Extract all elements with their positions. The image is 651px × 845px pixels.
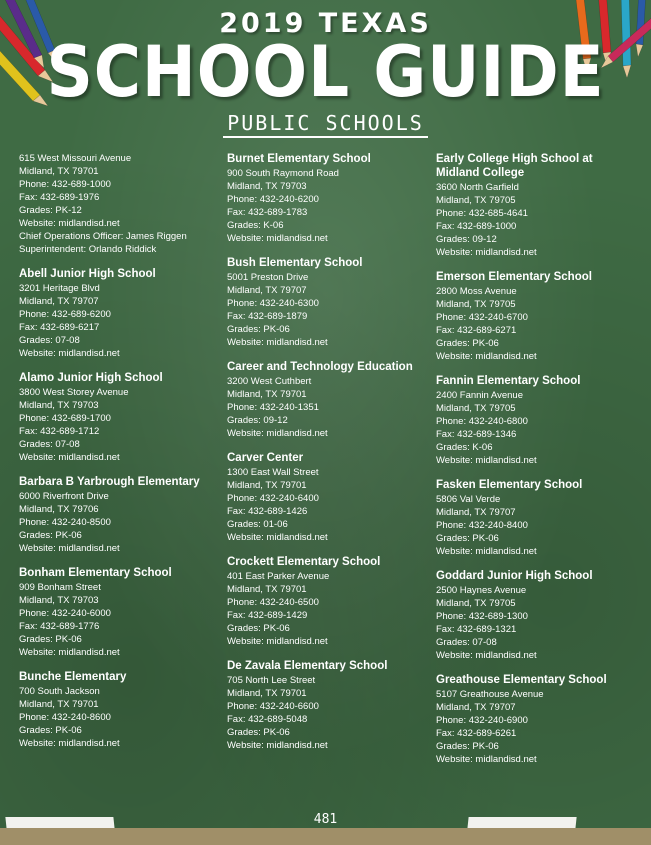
address-line: Midland, TX 79705 (436, 195, 516, 206)
school-entry (19, 152, 224, 256)
address-line: Midland, TX 79703 (19, 400, 99, 411)
grades-range: Grades: PK-06 (227, 623, 290, 634)
website-text: Website: midlandisd.net (436, 754, 537, 765)
school-entry (436, 374, 636, 467)
grades-range: Grades: PK-06 (19, 530, 82, 541)
address-line: 6000 Riverfront Drive (19, 491, 109, 502)
fax-number: Fax: 432-689-1783 (227, 207, 308, 218)
phone-number: Phone: 432-240-6200 (227, 194, 319, 205)
website-text: Website: midlandisd.net (19, 452, 120, 463)
website-text: Website: midlandisd.net (19, 647, 120, 658)
grades-range: Grades: PK-06 (436, 741, 499, 752)
address-line: 700 South Jackson (19, 686, 100, 697)
website-text: Website: midlandisd.net (436, 455, 537, 466)
address-line: 5107 Greathouse Avenue (436, 689, 544, 700)
school-entry (436, 673, 636, 766)
phone-number: Phone: 432-240-6900 (436, 715, 528, 726)
address-line: 3600 North Garfield (436, 182, 519, 193)
grades-range: Grades: PK-06 (227, 727, 290, 738)
school-entry (227, 659, 432, 752)
school-column-3 (436, 152, 636, 777)
phone-number: Phone: 432-240-8400 (436, 520, 528, 531)
website-text: Website: midlandisd.net (19, 218, 120, 229)
address-line: Midland, TX 79703 (227, 181, 307, 192)
school-name: Carver Center (227, 452, 304, 464)
address-line: Midland, TX 79703 (19, 595, 99, 606)
phone-number: Phone: 432-240-6600 (227, 701, 319, 712)
school-entry (227, 555, 432, 648)
address-line: Midland, TX 79707 (227, 285, 307, 296)
website-text: Website: midlandisd.net (19, 348, 120, 359)
phone-number: Phone: 432-689-1700 (19, 413, 111, 424)
phone-number: Phone: 432-240-8500 (19, 517, 111, 528)
address-line: 5001 Preston Drive (227, 272, 309, 283)
grades-range: Grades: PK-06 (19, 634, 82, 645)
school-name: Bonham Elementary School (19, 567, 172, 579)
school-entry (227, 256, 432, 349)
fax-number: Fax: 432-689-1346 (436, 429, 517, 440)
phone-number: Phone: 432-240-8600 (19, 712, 111, 723)
grades-range: Grades: PK-06 (436, 533, 499, 544)
address-line: 401 East Parker Avenue (227, 571, 330, 582)
grades-range: Grades: 07-08 (19, 439, 80, 450)
grades-range: Grades: PK-06 (19, 725, 82, 736)
grades-range: Grades: PK-12 (19, 205, 82, 216)
grades-range: Grades: PK-06 (436, 338, 499, 349)
grades-range: Grades: K-06 (436, 442, 493, 453)
phone-number: Phone: 432-685-4641 (436, 208, 528, 219)
address-line: 2800 Moss Avenue (436, 286, 517, 297)
page-header (0, 8, 651, 138)
page-number: 481 (313, 812, 338, 827)
grades-range: Grades: 07-08 (436, 637, 497, 648)
address-line: Midland, TX 79707 (436, 507, 516, 518)
school-name: Fasken Elementary School (436, 479, 583, 491)
address-line: 3201 Heritage Blvd (19, 283, 100, 294)
address-line: Midland, TX 79707 (19, 296, 99, 307)
school-entry (227, 152, 432, 245)
school-name: Crockett Elementary School (227, 556, 381, 568)
phone-number: Phone: 432-689-1300 (436, 611, 528, 622)
website-text: Website: midlandisd.net (227, 636, 328, 647)
school-name: Early College High School at Midland College (436, 153, 593, 179)
address-line: Midland, TX 79705 (436, 403, 516, 414)
school-entry (19, 475, 224, 555)
school-entry (436, 152, 636, 259)
fax-number: Fax: 432-689-6261 (436, 728, 517, 739)
fax-number: Fax: 432-689-1426 (227, 506, 308, 517)
address-line: Midland, TX 79705 (436, 598, 516, 609)
website-text: Website: midlandisd.net (227, 532, 328, 543)
website-text: Website: midlandisd.net (227, 740, 328, 751)
phone-number: Phone: 432-240-6500 (227, 597, 319, 608)
fax-number: Fax: 432-689-1321 (436, 624, 517, 635)
school-name: Emerson Elementary School (436, 271, 592, 283)
website-text: Website: midlandisd.net (436, 546, 537, 557)
grades-range: Grades: 09-12 (436, 234, 497, 245)
website-text: Website: midlandisd.net (227, 233, 328, 244)
website-text: Website: midlandisd.net (436, 351, 537, 362)
address-line: Midland, TX 79701 (227, 480, 307, 491)
fax-number: Fax: 432-689-1879 (227, 311, 308, 322)
header-year: 2019 TEXAS (219, 8, 432, 39)
address-line: Midland, TX 79701 (19, 699, 99, 710)
website-text: Website: midlandisd.net (19, 543, 120, 554)
website-text: Website: midlandisd.net (19, 738, 120, 749)
school-name: Career and Technology Education (227, 361, 413, 373)
address-line: 909 Bonham Street (19, 582, 101, 593)
website-text: Website: midlandisd.net (227, 337, 328, 348)
address-line: 615 West Missouri Avenue (19, 153, 132, 164)
address-line: 2400 Fannin Avenue (436, 390, 523, 401)
website-text: Website: midlandisd.net (227, 428, 328, 439)
address-line: Midland, TX 79701 (227, 584, 307, 595)
school-entry (436, 270, 636, 363)
school-name: De Zavala Elementary School (227, 660, 388, 672)
address-line: Midland, TX 79705 (436, 299, 516, 310)
fax-number: Fax: 432-689-1976 (19, 192, 100, 203)
school-entry (227, 360, 432, 440)
fax-number: Fax: 432-689-1712 (19, 426, 100, 437)
fax-number: Fax: 432-689-5048 (227, 714, 308, 725)
school-name: Fannin Elementary School (436, 375, 581, 387)
school-column-1 (19, 152, 224, 761)
school-entry (19, 566, 224, 659)
school-entry (436, 478, 636, 558)
school-entry (19, 267, 224, 360)
grades-range: Grades: K-06 (227, 220, 284, 231)
grades-range: Grades: 07-08 (19, 335, 80, 346)
school-name: Greathouse Elementary School (436, 674, 607, 686)
school-name: Goddard Junior High School (436, 570, 593, 582)
school-name: Abell Junior High School (19, 268, 156, 280)
fax-number: Fax: 432-689-1429 (227, 610, 308, 621)
website-text: Website: midlandisd.net (436, 247, 537, 258)
phone-number: Phone: 432-689-6200 (19, 309, 111, 320)
school-name: Bush Elementary School (227, 257, 363, 269)
address-line: Midland, TX 79701 (227, 688, 307, 699)
fax-number: Fax: 432-689-1000 (436, 221, 517, 232)
grades-range: Grades: 01-06 (227, 519, 288, 530)
fax-number: Fax: 432-689-1776 (19, 621, 100, 632)
phone-number: Phone: 432-689-1000 (19, 179, 111, 190)
address-line: 705 North Lee Street (227, 675, 316, 686)
grades-range: Grades: 09-12 (227, 415, 288, 426)
school-name: Barbara B Yarbrough Elementary (19, 476, 200, 488)
address-line: 1300 East Wall Street (227, 467, 319, 478)
address-line: 2500 Haynes Avenue (436, 585, 527, 596)
address-line: Midland, TX 79706 (19, 504, 99, 515)
school-entry (19, 371, 224, 464)
address-line: Midland, TX 79701 (19, 166, 99, 177)
school-name: Bunche Elementary (19, 671, 127, 683)
contact-person: Superintendent: Orlando Riddick (19, 244, 157, 255)
school-entry (19, 670, 224, 750)
phone-number: Phone: 432-240-6300 (227, 298, 319, 309)
phone-number: Phone: 432-240-6800 (436, 416, 528, 427)
address-line: 3800 West Storey Avenue (19, 387, 129, 398)
phone-number: Phone: 432-240-6400 (227, 493, 319, 504)
phone-number: Phone: 432-240-1351 (227, 402, 319, 413)
address-line: 900 South Raymond Road (227, 168, 339, 179)
page-title: SCHOOL GUIDE (46, 31, 605, 113)
address-line: 5806 Val Verde (436, 494, 501, 505)
school-name: Alamo Junior High School (19, 372, 163, 384)
contact-person: Chief Operations Officer: James Riggen (19, 231, 187, 242)
address-line: 3200 West Cuthbert (227, 376, 312, 387)
address-line: Midland, TX 79707 (436, 702, 516, 713)
fax-number: Fax: 432-689-6217 (19, 322, 100, 333)
fax-number: Fax: 432-689-6271 (436, 325, 517, 336)
phone-number: Phone: 432-240-6000 (19, 608, 111, 619)
grades-range: Grades: PK-06 (227, 324, 290, 335)
school-column-2 (227, 152, 432, 763)
school-name: Burnet Elementary School (227, 153, 371, 165)
school-entry (227, 451, 432, 544)
phone-number: Phone: 432-240-6700 (436, 312, 528, 323)
website-text: Website: midlandisd.net (436, 650, 537, 661)
section-subtitle: PUBLIC SCHOOLS (223, 111, 428, 138)
address-line: Midland, TX 79701 (227, 389, 307, 400)
school-entry (436, 569, 636, 662)
chalkboard-ledge (0, 828, 651, 845)
